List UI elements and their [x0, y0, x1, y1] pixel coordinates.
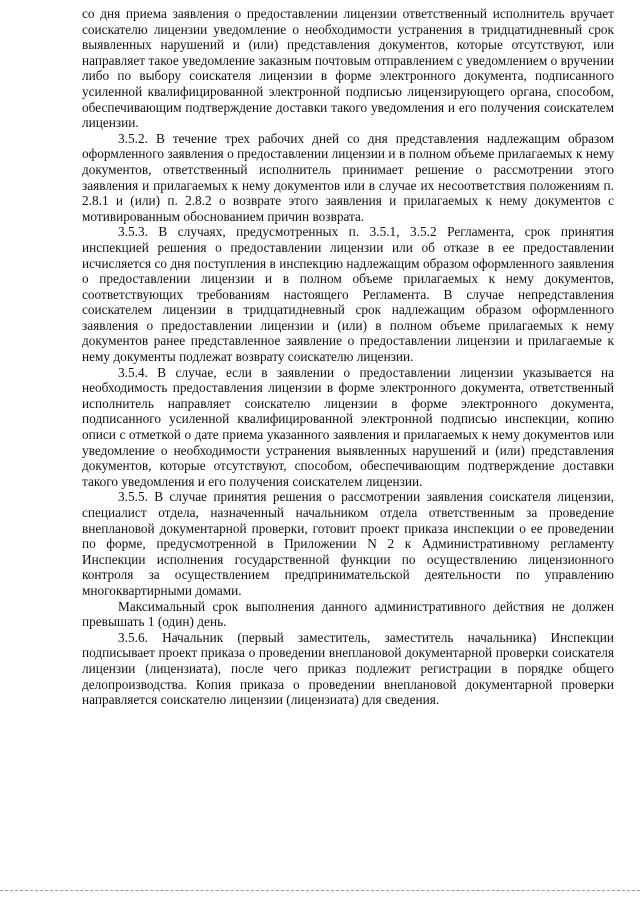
paragraph-continuation: со дня приема заявления о предоставлении лицензии ответственный исполнитель вручает соискателю лицензии уведомление о необходимости устранения в тридцатидневный срок выявленных нарушений и (или) представления документов, которые отсутствуют, или направляет такое уведомление заказным почтовым отправлением с уведомлением о вручении либо по выбору соискателя лицензии в форме электронного документа, подписанного усиленной квалифицированной электронной подписью лицензирующего органа, способом, обеспечивающим подтверждение доставки такого уведомления и его получения соискателем лицензии.	[82, 6, 614, 131]
paragraph-3-5-5: 3.5.5. В случае принятия решения о рассмотрении заявления соискателя лицензии, специалист отдела, назначенный начальником отдела ответственным за проведение внеплановой документарной проверки, готовит проект приказа инспекции о ее проведении по форме, предусмотренной в Приложении N 2 к Административному регламенту Инспекции исполнения государственной функции по осуществлению лицензионного контроля за осуществлением предпринимательской деятельности по управлению многоквартирными домами.	[82, 489, 614, 598]
paragraph-max-term: Максимальный срок выполнения данного административного действия не должен превышать 1 (один) день.	[82, 598, 614, 630]
document-body	[82, 6, 614, 708]
paragraph-3-5-3: 3.5.3. В случаях, предусмотренных п. 3.5.1, 3.5.2 Регламента, срок принятия инспекцией решения о предоставлении лицензии или об отказе в ее предоставлении исчисляется со дня поступления в инспекцию надлежащим образом оформленного заявления о предоставлении лицензии и в полном объеме прилагаемых к нему документов, соответствующих требованиям настоящего Регламента. В случае непредставления соискателем лицензии в тридцатидневный срок надлежащим образом оформленного заявления о предоставлении лицензии и (или) в полном объеме прилагаемых к нему документов ранее представленное заявление о предоставлении лицензии и прилагаемые к нему документы подлежат возврату соискателю лицензии.	[82, 224, 614, 365]
paragraph-3-5-2: 3.5.2. В течение трех рабочих дней со дня представления надлежащим образом оформленного заявления о предоставлении лицензии и в полном объеме прилагаемых к нему документов, ответственный исполнитель принимает решение о рассмотрении этого заявления и прилагаемых к нему документов или в случае их несоответствия положениям п. 2.8.1 и (или) п. 2.8.2 о возврате этого заявления и прилагаемых к нему документов с мотивированным обоснованием причин возврата.	[82, 130, 614, 224]
paragraph-3-5-4: 3.5.4. В случае, если в заявлении о предоставлении лицензии указывается на необходимость предоставления лицензии в форме электронного документа, ответственный исполнитель направляет соискателю лицензии в форме электронного документа, подписанного усиленной квалифицированной электронной подписью инспекции, копию описи с отметкой о дате приема указанного заявления и прилагаемых к нему документов или уведомление о необходимости устранения выявленных нарушений и (или) представления документов, которые отсутствуют, способом, обеспечивающим подтверждение доставки такого уведомления и его получения соискателем лицензии.	[82, 364, 614, 489]
paragraph-3-5-6: 3.5.6. Начальник (первый заместитель, заместитель начальника) Инспекции подписывает проект приказа о проведении внеплановой документарной проверки соискателя лицензии (лицензиата), после чего приказ подлежит регистрации в порядке общего делопроизводства. Копия приказа о проведении внеплановой документарной проверки направляется соискателю лицензии (лицензиата) для сведения.	[82, 629, 614, 708]
page-bottom-rule	[0, 890, 640, 891]
